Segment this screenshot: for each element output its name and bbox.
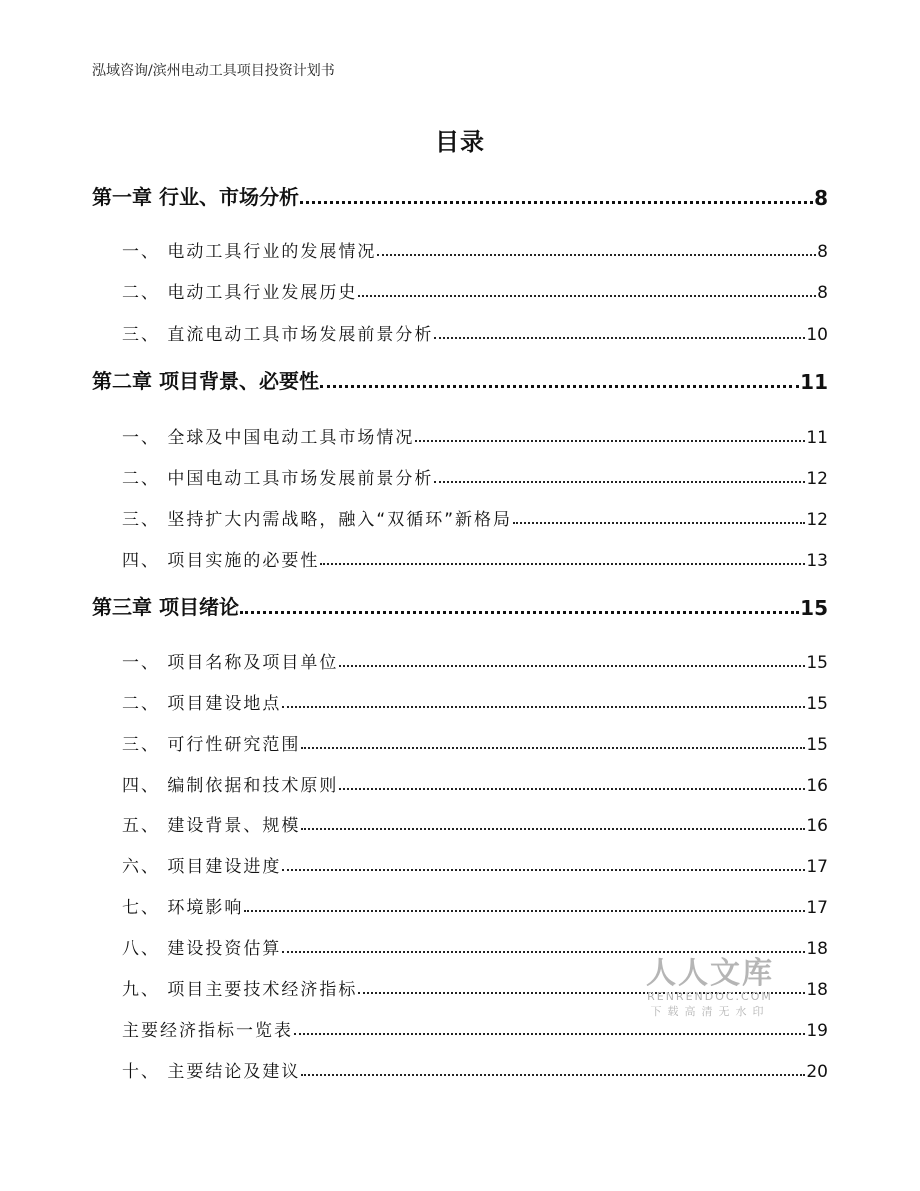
toc-page-number: 8 [814, 186, 828, 210]
toc-section[interactable] [122, 643, 828, 673]
leader-dots [513, 522, 805, 524]
toc-section[interactable] [122, 929, 828, 959]
watermark [640, 958, 780, 1019]
toc-section[interactable] [122, 273, 828, 303]
toc-entry-label: 一、 项目名称及项目单位 [122, 653, 339, 673]
leader-dots [301, 747, 805, 749]
toc-section[interactable] [122, 500, 828, 530]
toc-page-number: 8 [817, 283, 828, 303]
leader-dots [358, 295, 816, 297]
toc-section[interactable] [122, 847, 828, 877]
toc-section[interactable] [122, 459, 828, 489]
toc-entry-label: 二、 项目建设地点 [122, 694, 282, 714]
toc-section[interactable] [122, 766, 828, 796]
toc-entry-label: 九、 项目主要技术经济指标 [122, 980, 358, 1000]
toc-section[interactable] [122, 1052, 828, 1082]
toc-entry-label: 第二章 项目背景、必要性 [92, 369, 319, 393]
toc-page-number: 10 [806, 325, 828, 345]
leader-dots [434, 481, 805, 483]
toc-chapter-3[interactable] [92, 590, 828, 620]
toc-chapter-1[interactable] [92, 180, 828, 210]
toc-entry-label: 二、 电动工具行业发展历史 [122, 283, 358, 303]
watermark-url: RENRENDOC.COM [647, 990, 773, 1003]
toc-chapter-2[interactable] [92, 364, 828, 394]
toc-entry-label: 七、 环境影响 [122, 898, 244, 918]
toc-section[interactable] [122, 725, 828, 755]
watermark-logo-text: 人人文库 [646, 956, 774, 991]
leader-dots [282, 869, 805, 871]
toc-entry-label: 三、 坚持扩大内需战略，融入“双循环”新格局 [122, 510, 513, 530]
toc-entry-label: 五、 建设背景、规模 [122, 816, 301, 836]
leader-dots [377, 254, 816, 256]
toc-entry-label: 六、 项目建设进度 [122, 857, 282, 877]
toc-entry-label: 一、 电动工具行业的发展情况 [122, 242, 377, 262]
leader-dots [339, 788, 805, 790]
leader-dots [240, 611, 799, 614]
leader-dots [244, 910, 805, 912]
leader-dots [294, 1033, 805, 1035]
toc-entry-label: 八、 建设投资估算 [122, 939, 282, 959]
toc-entry-label: 三、 可行性研究范围 [122, 735, 301, 755]
toc-section[interactable] [122, 232, 828, 262]
toc-page-number: 16 [806, 776, 828, 796]
toc-entry-label: 四、 编制依据和技术原则 [122, 776, 339, 796]
toc-page-number: 19 [806, 1021, 828, 1041]
toc-page-number: 15 [806, 653, 828, 673]
watermark-subtitle: 下载高清无水印 [650, 1005, 770, 1018]
toc-entry-label: 主要经济指标一览表 [122, 1021, 293, 1041]
leader-dots [339, 665, 805, 667]
toc-section[interactable] [122, 418, 828, 448]
toc-entry-label: 二、 中国电动工具市场发展前景分析 [122, 469, 434, 489]
leader-dots [434, 337, 805, 339]
toc-entry-label: 十、 主要结论及建议 [122, 1062, 301, 1082]
toc-page-number: 12 [806, 510, 828, 530]
leader-dots [415, 440, 805, 442]
toc-entry-label: 第一章 行业、市场分析 [92, 185, 299, 209]
leader-dots [282, 706, 805, 708]
toc-page-number: 20 [806, 1062, 828, 1082]
leader-dots [282, 951, 805, 953]
leader-dots [301, 1074, 805, 1076]
toc-page-number: 17 [806, 898, 828, 918]
leader-dots [320, 385, 799, 388]
leader-dots [320, 563, 805, 565]
toc-page-number: 8 [817, 242, 828, 262]
toc-page-number: 15 [800, 596, 828, 620]
page-title: 目录 [435, 128, 485, 156]
toc-section[interactable] [122, 541, 828, 571]
toc-entry-label: 一、 全球及中国电动工具市场情况 [122, 428, 415, 448]
toc-section[interactable] [122, 888, 828, 918]
toc-page-number: 11 [800, 370, 828, 394]
toc-page-number: 11 [806, 428, 828, 448]
leader-dots [300, 201, 813, 204]
toc-page-number: 12 [806, 469, 828, 489]
toc-page-number: 15 [806, 694, 828, 714]
toc-page-number: 16 [806, 816, 828, 836]
toc-page-number: 13 [806, 551, 828, 571]
toc-section[interactable] [122, 806, 828, 836]
document-header: 泓域咨询/滨州电动工具项目投资计划书 [92, 63, 335, 79]
toc-page-number: 18 [806, 939, 828, 959]
toc-entry-label: 第三章 项目绪论 [92, 595, 239, 619]
toc-page-number: 15 [806, 735, 828, 755]
toc-entry-label: 四、 项目实施的必要性 [122, 551, 320, 571]
toc-page-number: 17 [806, 857, 828, 877]
toc-section[interactable] [122, 684, 828, 714]
toc-entry-label: 三、 直流电动工具市场发展前景分析 [122, 325, 434, 345]
toc-section[interactable] [122, 315, 828, 345]
toc-page-number: 18 [806, 980, 828, 1000]
leader-dots [301, 828, 805, 830]
